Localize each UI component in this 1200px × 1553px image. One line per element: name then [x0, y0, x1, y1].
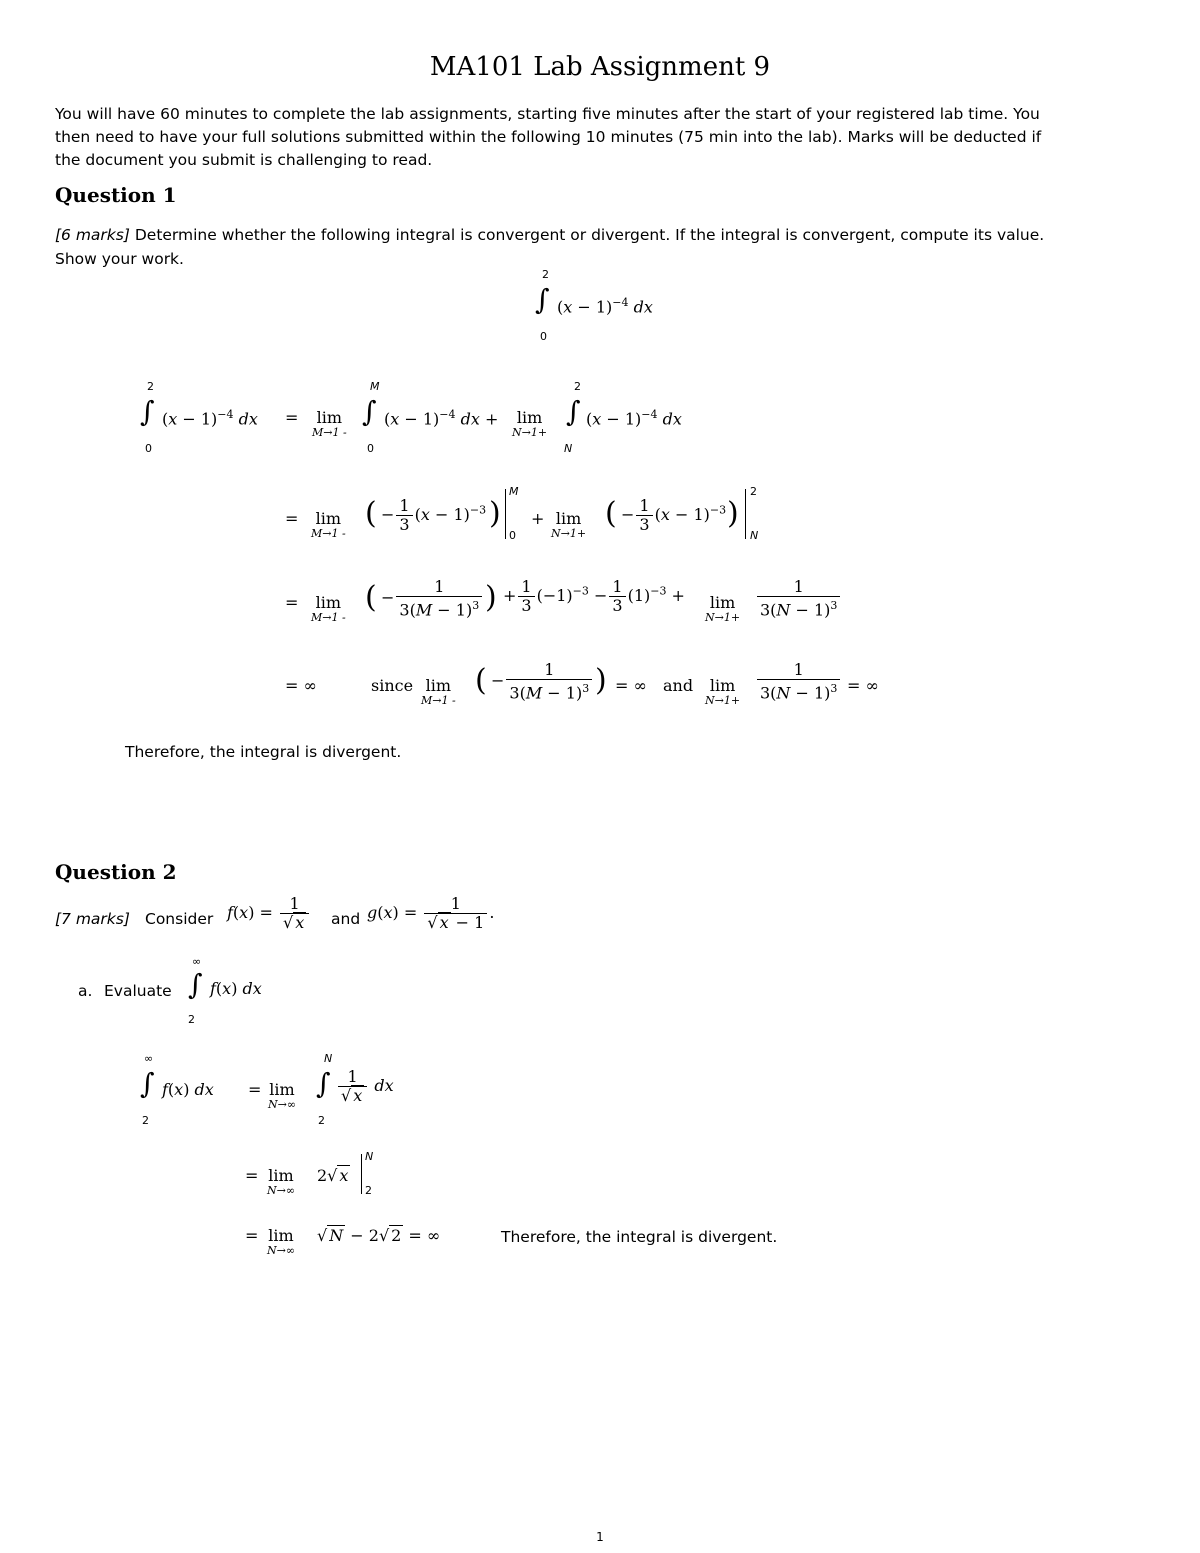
- intro-line-3: the document you submit is challenging to read.: [55, 151, 433, 169]
- q1-problem-integral: 2 ∫ 0 $(x - 1)^{-4}$ dx: [535, 268, 653, 343]
- question-1-prompt: [55, 223, 1044, 247]
- part-a-label: a.: [78, 982, 93, 1000]
- q1-solution-line-2: = lim M→1 - ( − $\frac{1}{3}$ $(x - 1)^{-3}$ ) M 0 + lim N→1+ ( − $\frac{1}{3}$ $(x - 1)^{-3}$ ) 2 N: [285, 485, 759, 542]
- question-2-prompt: [7 marks] Consider f(x) = $\frac{1}{√ x}$ and g(x) = $\frac{1}{√ x - 1}$ .: [55, 894, 495, 932]
- question-1-heading: Question 1: [55, 183, 177, 207]
- and-text: and: [663, 676, 694, 695]
- q1-solution-line-3: = lim M→1 - ( − $\frac{1}{3(M - 1)^3}$ ) + $\frac{1}{3}$ $(-1)^{-3}$ − $\frac{1}{3}$ $(1)^{-3}$ + lim N→1+ $\frac{1}{3(N - 1)^3}$: [285, 573, 885, 633]
- q1-solution-line-4: = ∞ since lim M→1 - ( − $\frac{1}{3(M - 1)^3}$ ) = ∞ and lim N→1+ $\frac{1}{3(N - 1)^3}$ = ∞: [285, 660, 879, 707]
- intro-line-2: then need to have your full solutions submitted within the following 10 minutes (75 min into the lab). Marks will be deducted if: [55, 128, 1042, 146]
- q2-and-text: and: [331, 910, 361, 928]
- page-number: 1: [596, 1530, 604, 1544]
- page-title: MA101 Lab Assignment 9: [429, 52, 771, 82]
- since-text: since: [371, 676, 414, 695]
- q2a-solution-line-2: = lim N→∞ 2√ x N 2: [245, 1150, 374, 1197]
- question-1-conclusion: Therefore, the integral is divergent.: [125, 743, 402, 761]
- question-1-prompt-text: Determine whether the following integral is convergent or divergent. If the integral is convergent, compute its value.: [134, 226, 1045, 244]
- question-2-heading: Question 2: [55, 860, 177, 884]
- q2a-solution-line-3: = lim N→∞ √ N − 2√ 2 = ∞ Therefore, the integral is divergent.: [245, 1226, 778, 1257]
- question-2a-conclusion: Therefore, the integral is divergent.: [501, 1228, 778, 1246]
- q1-solution-line-1: 2 ∫ 0 $(x - 1)^{-4}$ dx = lim M→1 - M ∫ 0 $(x - 1)^{-4}$ dx + lim N→1+ 2 ∫ N $(x - 1)^{-4}$ dx: [140, 380, 682, 455]
- part-a-prompt: a. Evaluate ∞ ∫ 2 f(x) dx: [78, 955, 262, 1026]
- question-1-prompt-line-2: Show your work.: [55, 250, 184, 268]
- consider-text: Consider: [145, 910, 214, 928]
- part-a-text: Evaluate: [104, 982, 172, 1000]
- question-2-marks: [7 marks]: [55, 910, 130, 928]
- q2a-solution-line-1: ∞ ∫ 2 f(x) dx = lim N→∞ N ∫ 2 $\frac{1}{√ x}$ dx: [140, 1052, 394, 1127]
- intro-line-1: You will have 60 minutes to complete the lab assignments, starting five minutes after the start of your registered lab time. You: [55, 105, 1040, 123]
- question-1-marks: [6 marks]: [55, 226, 130, 244]
